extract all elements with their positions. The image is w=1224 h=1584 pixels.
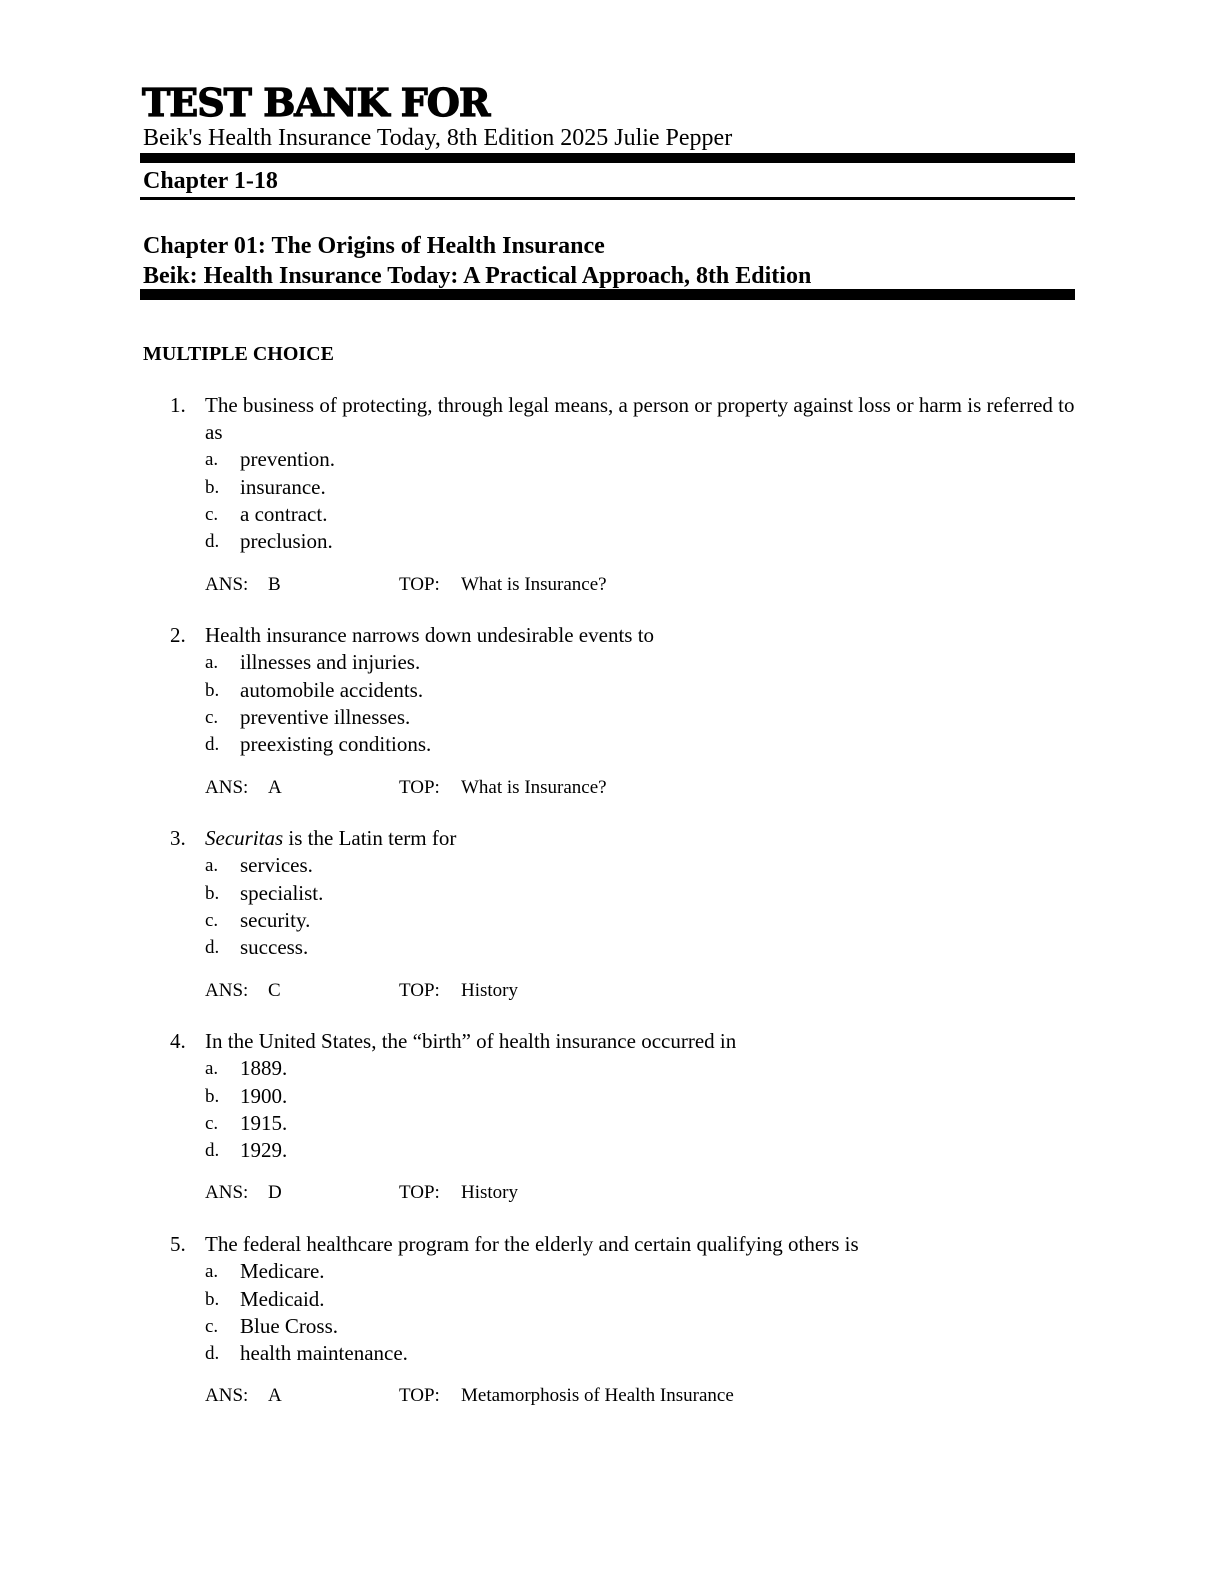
ans-label: ANS: [205, 574, 249, 595]
answer-value: A [268, 1385, 282, 1406]
question-stem [205, 825, 1075, 852]
option-text: Medicare. [240, 1259, 325, 1283]
question-stem: The business of protecting, through legal means, a person or property against loss or harm is referred to as [205, 393, 1075, 444]
option-letter: a. [205, 652, 219, 673]
latin-term: Securitas [205, 826, 284, 850]
answer-value: D [268, 1182, 282, 1203]
topic-value: Metamorphosis of Health Insurance [461, 1385, 734, 1406]
section-heading: MULTIPLE CHOICE [143, 343, 334, 365]
option-text: 1889. [240, 1056, 288, 1080]
option-letter: d. [205, 937, 220, 958]
stem-text: is the Latin term for [283, 826, 457, 850]
option-letter: a. [205, 1261, 219, 1282]
option-text: health maintenance. [240, 1341, 408, 1365]
option-text: preclusion. [240, 529, 333, 553]
topic-value: What is Insurance? [461, 574, 607, 595]
option-letter: c. [205, 1316, 219, 1337]
option-text: Medicaid. [240, 1287, 325, 1311]
ans-label: ANS: [205, 1385, 249, 1406]
option-letter: c. [205, 1113, 219, 1134]
option-text: specialist. [240, 881, 324, 905]
top-label: TOP: [399, 980, 440, 1001]
option-letter: c. [205, 504, 219, 525]
option-letter: a. [205, 855, 219, 876]
option-letter: b. [205, 1289, 220, 1310]
option-text: illnesses and injuries. [240, 650, 421, 674]
answer-value: B [268, 574, 281, 595]
question-stem: Health insurance narrows down undesirable events to [205, 623, 655, 647]
question-stem: In the United States, the “birth” of health insurance occurred in [205, 1029, 737, 1053]
chapter-title: Chapter 01: The Origins of Health Insurance [143, 233, 605, 259]
option-letter: d. [205, 1140, 220, 1161]
book-title: Beik: Health Insurance Today: A Practical Approach, 8th Edition [143, 263, 812, 289]
option-text: security. [240, 908, 311, 932]
option-text: a contract. [240, 502, 328, 526]
option-text: Blue Cross. [240, 1314, 339, 1338]
option-text: 1915. [240, 1111, 288, 1135]
topic-value: History [461, 980, 518, 1001]
option-letter: c. [205, 910, 219, 931]
book-subtitle: Beik's Health Insurance Today, 8th Edition 2025 Julie Pepper [143, 125, 733, 151]
option-letter: d. [205, 531, 220, 552]
ans-label: ANS: [205, 777, 249, 798]
option-text: automobile accidents. [240, 678, 424, 702]
ans-label: ANS: [205, 980, 249, 1001]
option-text: prevention. [240, 447, 336, 471]
test-bank-title: TEST BANK FOR [142, 80, 490, 125]
option-text: 1900. [240, 1084, 288, 1108]
option-letter: a. [205, 1058, 219, 1079]
option-letter: a. [205, 449, 219, 470]
option-text: insurance. [240, 475, 326, 499]
question-number: 1. [170, 393, 186, 417]
option-letter: d. [205, 1343, 220, 1364]
option-text: preventive illnesses. [240, 705, 411, 729]
option-text: success. [240, 935, 309, 959]
top-label: TOP: [399, 574, 440, 595]
divider-thin [140, 197, 1075, 200]
question-stem: The federal healthcare program for the elderly and certain qualifying others is [205, 1232, 859, 1256]
option-letter: b. [205, 680, 220, 701]
question-number: 5. [170, 1232, 186, 1256]
question-number: 3. [170, 826, 186, 850]
option-letter: c. [205, 707, 219, 728]
ans-label: ANS: [205, 1182, 249, 1203]
option-text: 1929. [240, 1138, 288, 1162]
option-letter: b. [205, 883, 220, 904]
top-label: TOP: [399, 777, 440, 798]
top-label: TOP: [399, 1385, 440, 1406]
answer-value: A [268, 777, 282, 798]
divider-thick-chapter [140, 289, 1075, 300]
option-text: preexisting conditions. [240, 732, 432, 756]
answer-value: C [268, 980, 281, 1001]
question-number: 2. [170, 623, 186, 647]
option-letter: d. [205, 734, 220, 755]
option-letter: b. [205, 477, 220, 498]
topic-value: History [461, 1182, 518, 1203]
chapter-range: Chapter 1-18 [143, 168, 278, 194]
option-text: services. [240, 853, 313, 877]
top-label: TOP: [399, 1182, 440, 1203]
option-letter: b. [205, 1086, 220, 1107]
question-number: 4. [170, 1029, 186, 1053]
divider-thick [140, 153, 1075, 163]
topic-value: What is Insurance? [461, 777, 607, 798]
